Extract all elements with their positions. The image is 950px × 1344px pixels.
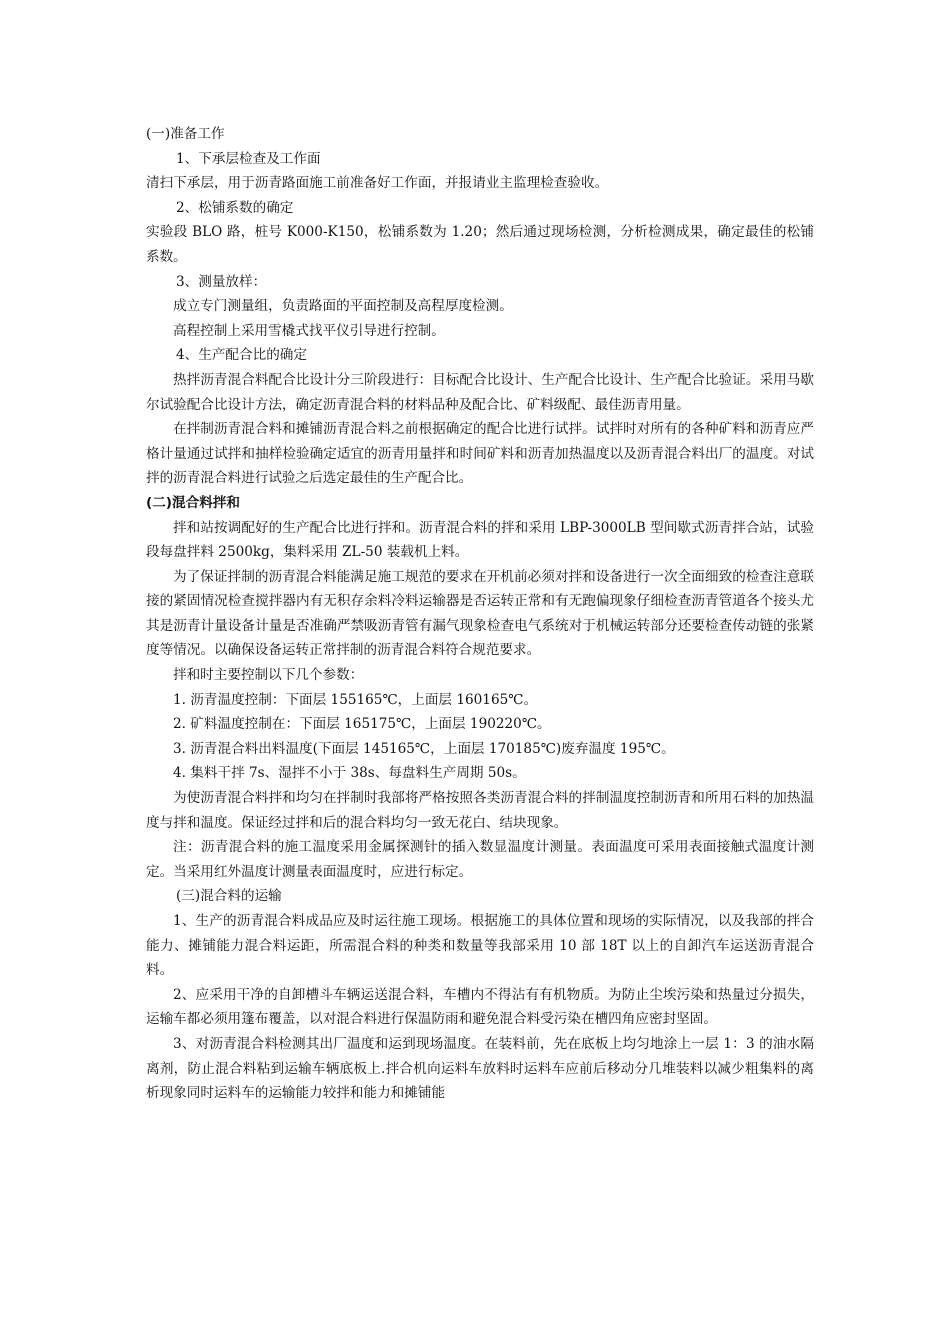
text-line: 3、对沥青混合料检测其出厂温度和运到现场温度。在装料前，先在底板上均匀地涂上一层 1：3 的油水隔离剂，防止混合料粘到运输车辆底板上.拌合机向运料车放料时运料车应前后移动分几堆装料以减少粗集料的离析现象同时运料车的运输能力较拌和能力和摊铺能: [146, 1035, 814, 1102]
text-line: 2、应采用干净的自卸槽斗车辆运送混合料，车槽内不得沾有有机物质。为防止尘埃污染和热量过分损失，运输车都必须用篷布覆盖，以对混合料进行保温防雨和避免混合料受污染在槽四角应密封坚固。: [146, 986, 814, 1028]
text-line: 为了保证拌制的沥青混合料能满足施工规范的要求在开机前必须对拌和设备进行一次全面细致的检查注意联接的紧固情况检查搅拌器内有无积存余料冷料运输器是否运转正常和有无跑偏现象仔细检查沥青管道各个接头尤其是沥青计量设备计量是否准确严禁吸沥青管有漏气现象检查电气系统对于机械运转部分还要检查传动链的张紧度等情况。以确保设备运转正常拌制的沥青混合料符合规范要求。: [146, 568, 814, 659]
text-line: 高程控制上采用雪橇式找平仪引导进行控制。: [173, 322, 445, 339]
text-line: (三)混合料的运输: [176, 888, 282, 905]
text-line: 注：沥青混合料的施工温度采用金属探测针的插入数显温度计测量。表面温度可采用表面接触式温度计测定。当采用红外温度计测量表面温度时，应进行标定。: [146, 839, 814, 880]
text-line: 3. 沥青混合料出料温度(下面层 145165℃，上面层 170185℃)废弃温度 195℃。: [173, 740, 675, 757]
text-line: 拌和站按调配好的生产配合比进行拌和。沥青混合料的拌和采用 LBP-3000LB 型间歇式沥青拌合站，试验段每盘拌料 2500kg，集料采用 ZL-50 装载机上料。: [146, 519, 814, 561]
text-line: 1、下承层检查及工作面: [176, 150, 321, 167]
text-line: 2. 矿料温度控制在：下面层 165175℃，上面层 190220℃。: [173, 716, 551, 733]
text-line: 1、生产的沥青混合料成品应及时运往施工现场。根据施工的具体位置和现场的实际情况，以及我部的拌合能力、摊铺能力混合料运距，所需混合料的种类和数量等我部采用 10 部 18T 以上的自卸汽车运送沥青混合料。: [146, 913, 814, 979]
text-line: 3、测量放样：: [176, 273, 267, 290]
text-line: 在拌制沥青混合料和摊铺沥青混合料之前根据确定的配合比进行试拌。试拌时对所有的各种矿料和沥青应严格计量通过试拌和抽样检验确定适宜的沥青用量拌和时间矿料和沥青加热温度以及沥青混合料出厂的温度。对试拌的沥青混合料进行试验之后选定最佳的生产配合比。: [146, 421, 814, 487]
text-line: (一)准备工作: [146, 126, 225, 142]
text-line: 为使沥青混合料拌和均匀在拌制时我部将严格按照各类沥青混合料的拌制温度控制沥青和所用石料的加热温度与拌和温度。保证经过拌和后的混合料均匀一致无花白、结块现象。: [146, 790, 814, 831]
text-line: 热拌沥青混合料配合比设计分三阶段进行：目标配合比设计、生产配合比设计、生产配合比验证。采用马歇尔试验配合比设计方法，确定沥青混合料的材料品种及配合比、矿料级配、最佳沥青用量。: [146, 371, 814, 413]
section-heading: (二)混合料拌和: [146, 494, 240, 511]
text-line: 清扫下承层，用于沥青路面施工前准备好工作面，并报请业主监理检查验收。: [146, 175, 609, 192]
text-line: 4、生产配合比的确定: [176, 347, 307, 364]
text-line: 成立专门测量组，负责路面的平面控制及高程厚度检测。: [173, 298, 513, 315]
text-line: 实验段 BLO 路，桩号 K000-K150，松铺系数为 1.20；然后通过现场检测，分析检测成果，确定最佳的松铺系数。: [146, 224, 814, 265]
text-line: 拌和时主要控制以下几个参数：: [173, 667, 364, 684]
document-page: [146, 122, 814, 1106]
text-line: 1. 沥青温度控制：下面层 155165℃，上面层 160165℃。: [173, 691, 538, 708]
text-line: 2、松铺系数的确定: [176, 199, 294, 216]
text-line: 4. 集料干拌 7s、湿拌不小于 38s、每盘料生产周期 50s。: [173, 765, 526, 782]
